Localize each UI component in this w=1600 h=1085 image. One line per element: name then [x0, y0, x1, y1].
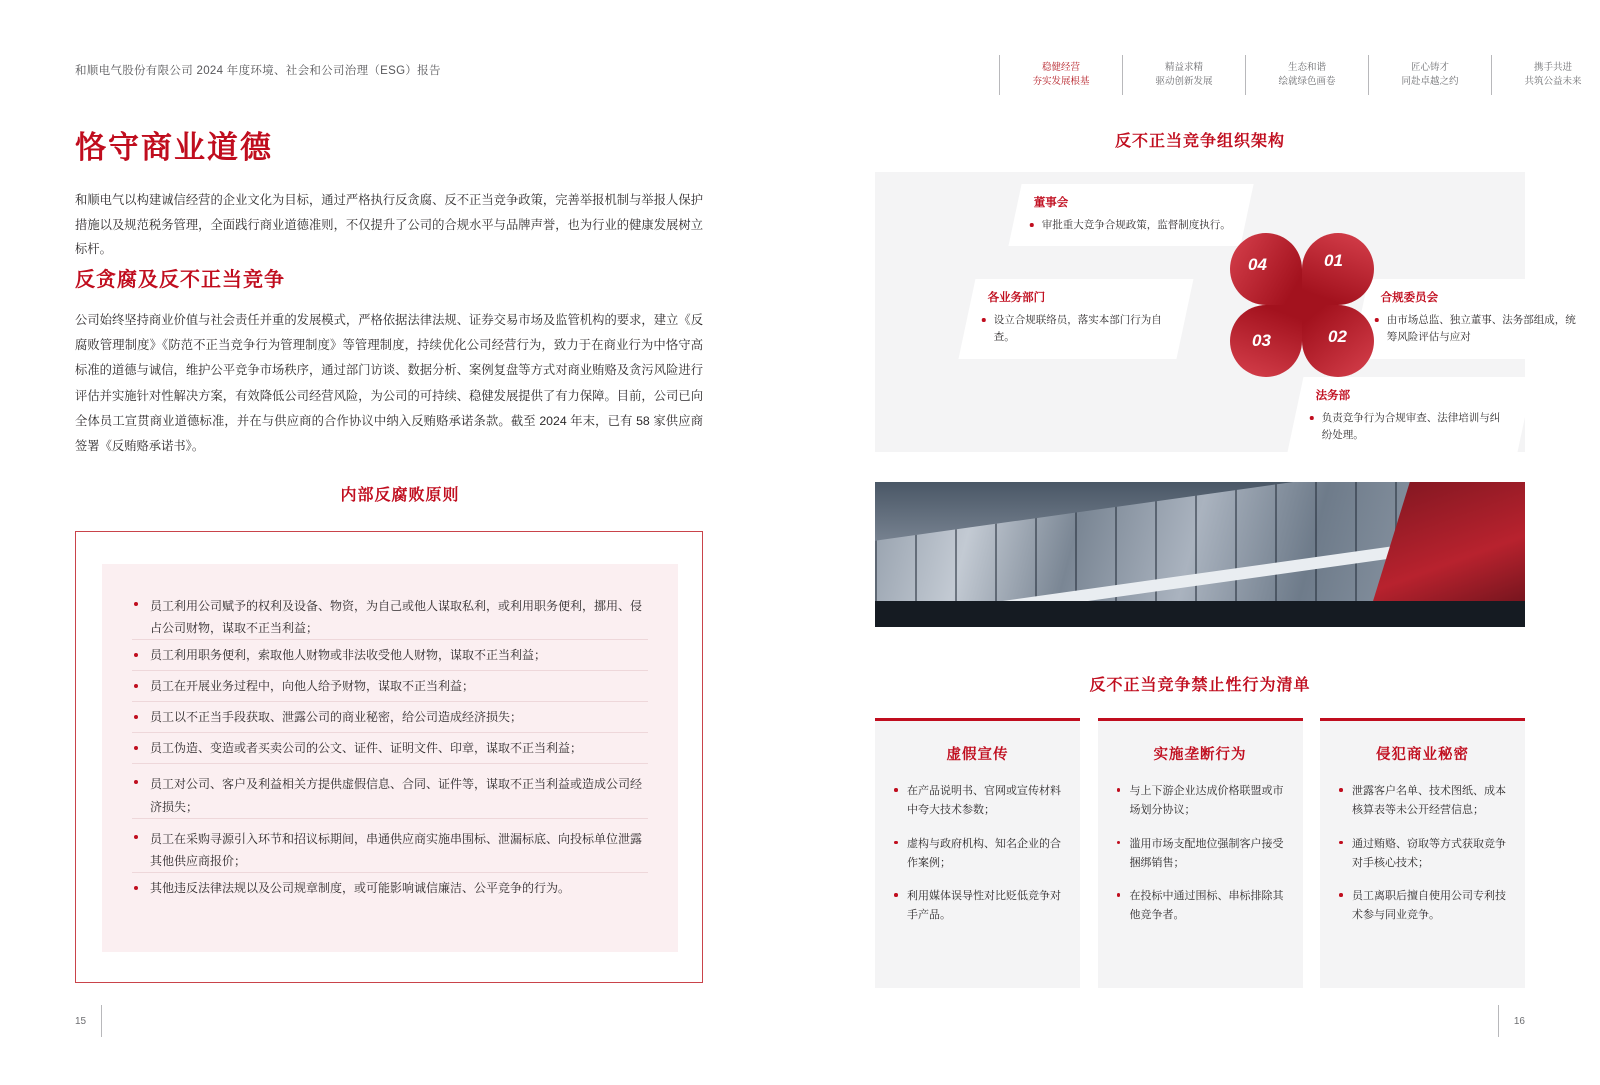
nav-divider — [1122, 55, 1123, 95]
bullet-icon — [134, 835, 138, 839]
bullet-icon — [1339, 893, 1343, 897]
org-card-item-text: 负责竞争行为合规审查、法律培训与纠纷处理。 — [1321, 412, 1501, 442]
card-item — [1116, 782, 1285, 821]
list-item — [132, 733, 648, 764]
petal-number-02: 02 — [1328, 327, 1347, 346]
list-item-text: 员工在采购寻源引入环节和招议标期间，串通供应商实施串围标、泄漏标底、向投标单位泄露其他供应商报价； — [150, 831, 643, 868]
bullet-icon — [894, 893, 898, 897]
list-item-text: 员工在开展业务过程中，向他人给予财物，谋取不正当利益； — [150, 679, 475, 694]
bullet-icon — [134, 780, 138, 784]
nav-item-3[interactable] — [1383, 55, 1477, 95]
list-item-text: 员工以不正当手段获取、泄露公司的商业秘密，给公司造成经济损失； — [150, 710, 523, 725]
nav-item-label-line2: 共筑公益未来 — [1524, 76, 1582, 87]
petal-number-03: 03 — [1252, 331, 1271, 350]
bullet-icon — [134, 715, 138, 719]
list-item — [132, 764, 648, 818]
org-card-title: 合规委员会 — [1380, 292, 1439, 304]
bullet-icon — [1030, 223, 1034, 227]
photo-foreground — [875, 601, 1525, 627]
nav-item-label-line2: 同赴卓越之约 — [1401, 76, 1459, 87]
list-item — [132, 586, 648, 640]
section-nav — [985, 55, 1600, 95]
org-card-compliance — [1352, 279, 1600, 359]
document-running-header: 和顺电气股份有限公司 2024 年度环境、社会和公司治理（ESG）报告 — [75, 65, 441, 77]
card-item-text: 滥用市场支配地位强制客户接受捆绑销售； — [1129, 837, 1284, 869]
nav-divider — [999, 55, 1000, 95]
nav-item-label-line1: 稳健经营 — [1041, 61, 1080, 73]
card-title: 侵犯商业秘密 — [1376, 747, 1469, 763]
card-item — [893, 835, 1062, 874]
list-item — [132, 640, 648, 671]
nav-item-4[interactable] — [1506, 55, 1600, 95]
bullet-icon — [134, 746, 138, 750]
card-item — [1338, 835, 1507, 874]
bullet-icon — [1339, 841, 1343, 845]
list-item-text: 其他违反法律法规以及公司规章制度，或可能影响诚信廉洁、公平竞争的行为。 — [150, 881, 571, 896]
nav-item-2[interactable] — [1260, 55, 1354, 95]
intro-paragraph: 和顺电气以构建诚信经营的企业文化为目标，通过严格执行反贪腐、反不正当竞争政策，完善举报机制与举报人保护措施以及规范税务管理，全面践行商业道德准则，不仅提升了公司的合规水平与品牌声誉，也为行业的健康发展树立标杆。 — [75, 193, 703, 257]
bullet-icon — [134, 653, 138, 657]
list-item — [132, 671, 648, 702]
page-title: 恪守商业道德 — [75, 130, 273, 165]
bullet-icon — [1310, 416, 1314, 420]
org-card-item — [1029, 217, 1231, 234]
bullet-icon — [894, 841, 898, 845]
nav-item-label-line2: 绘就绿色画卷 — [1278, 76, 1336, 87]
org-card-item — [1374, 312, 1579, 347]
card-item-text: 在投标中通过围标、串标排除其他竞争者。 — [1129, 890, 1284, 922]
bullet-icon — [134, 684, 138, 688]
nav-item-label-line2: 驱动创新发展 — [1155, 76, 1213, 87]
org-card-title: 董事会 — [1033, 197, 1069, 209]
principles-title: 内部反腐败原则 — [340, 487, 460, 504]
card-item-text: 在产品说明书、官网或宣传材料中夸大技术参数； — [907, 785, 1061, 817]
footer-divider — [101, 1005, 102, 1037]
list-item-text: 员工对公司、客户及利益相关方提供虚假信息、合同、证件等，谋取不正当利益或造成公司经济损失； — [150, 777, 643, 814]
prohibited-cards — [875, 718, 1525, 988]
prohibited-card-trade-secrets — [1320, 718, 1525, 988]
section-heading-anticorruption: 反贪腐及反不正当竞争 — [75, 269, 285, 291]
card-item — [1116, 887, 1285, 926]
org-card-title: 法务部 — [1315, 390, 1351, 402]
org-card-item — [981, 312, 1169, 347]
org-card-item — [1309, 410, 1509, 445]
prohibited-card-false-advertising — [875, 718, 1080, 988]
nav-item-0[interactable] — [1014, 55, 1108, 95]
org-chart-title: 反不正当竞争组织架构 — [1114, 133, 1285, 150]
building-photo — [875, 482, 1525, 627]
card-title: 实施垄断行为 — [1153, 747, 1247, 763]
org-card-business-departments — [959, 279, 1194, 359]
page-number-left: 15 — [75, 1016, 87, 1027]
list-item-text: 员工伪造、变造或者买卖公司的公文、证件、证明文件、印章，谋取不正当利益； — [150, 741, 583, 756]
section-body-paragraph: 公司始终坚持商业价值与社会责任并重的发展模式，严格依据法律法规、证券交易市场及监管机构的要求，建立《反腐败管理制度》《防范不正当竞争行为管理制度》等管理制度，持续优化公司经营行为，致力于在商业行为中恪守高标准的道德与诚信，维护公平竞争市场秩序，通过部门访谈、数据分析、案例复盘等方式对商业贿赂及贪污风险进行评估并实施针对性解决方案，有效降低公司经营风险，为公司的可持续、稳健发展提供了有力保障。目前，公司已向全体员工宣贯商业道德标准，并在与供应商的合作协议中纳入反贿赂承诺条款。截至 2024 年末，已有 58 家供应商签署《反贿赂承诺书》。 — [75, 313, 703, 454]
nav-divider — [1245, 55, 1246, 95]
card-item-text: 通过贿赂、窃取等方式获取竞争对手核心技术； — [1352, 837, 1506, 869]
bullet-icon — [1117, 893, 1121, 897]
card-item-text: 利用媒体误导性对比贬低竞争对手产品。 — [907, 890, 1061, 922]
list-item-text: 员工利用公司赋予的权利及设备、物资，为自己或他人谋取私利，或利用职务便利，挪用、侵占公司财物，谋取不正当利益； — [150, 599, 643, 636]
principles-frame — [75, 531, 703, 983]
card-item-text: 虚构与政府机构、知名企业的合作案例； — [907, 837, 1061, 869]
org-petal-diagram — [1220, 227, 1380, 387]
nav-item-label-line1: 匠心铸才 — [1410, 61, 1449, 73]
org-card-item-text: 审批重大竞争合规政策，监督制度执行。 — [1041, 219, 1231, 231]
org-card-board — [1008, 184, 1253, 246]
card-item — [1338, 887, 1507, 926]
nav-divider — [1491, 55, 1492, 95]
right-page — [800, 0, 1600, 1085]
nav-item-label-line2: 夯实发展根基 — [1032, 76, 1090, 87]
bullet-icon — [982, 318, 986, 322]
nav-item-label-line1: 生态和谐 — [1287, 61, 1326, 73]
petal-number-01: 01 — [1324, 251, 1343, 270]
nav-item-1[interactable] — [1137, 55, 1231, 95]
org-card-item-text: 设立合规联络员，落实本部门行为自查。 — [993, 314, 1162, 344]
nav-item-label-line1: 携手共进 — [1533, 61, 1572, 73]
org-chart — [875, 172, 1576, 452]
bullet-icon — [1117, 841, 1121, 845]
bullet-icon — [894, 788, 898, 792]
principles-list — [102, 564, 678, 952]
card-item-text: 与上下游企业达成价格联盟或市场划分协议； — [1129, 785, 1284, 817]
page-number-right: 16 — [1513, 1016, 1525, 1027]
petal-number-04: 04 — [1248, 255, 1267, 274]
nav-divider — [1368, 55, 1369, 95]
list-item — [132, 819, 648, 873]
bullet-icon — [134, 886, 138, 890]
card-title: 虚假宣传 — [946, 747, 1009, 763]
bullet-icon — [1117, 788, 1121, 792]
org-card-title: 各业务部门 — [987, 292, 1046, 304]
footer-divider — [1498, 1005, 1499, 1037]
card-item — [893, 887, 1062, 926]
list-item-text: 员工利用职务便利，索取他人财物或非法收受他人财物，谋取不正当利益； — [150, 648, 547, 663]
bullet-icon — [134, 602, 138, 606]
card-item — [1116, 835, 1285, 874]
list-item — [132, 702, 648, 733]
card-item — [893, 782, 1062, 821]
prohibited-card-monopoly — [1098, 718, 1303, 988]
card-item-text: 员工离职后擅自使用公司专利技术参与同业竞争。 — [1352, 890, 1506, 922]
card-item — [1338, 782, 1507, 821]
prohibited-list-title: 反不正当竞争禁止性行为清单 — [1089, 677, 1311, 694]
card-item-text: 泄露客户名单、技术图纸、成本核算表等未公开经营信息； — [1352, 785, 1506, 817]
org-card-item-text: 由市场总监、独立董事、法务部组成，统筹风险评估与应对 — [1386, 314, 1576, 344]
bullet-icon — [1339, 788, 1343, 792]
nav-item-label-line1: 精益求精 — [1164, 61, 1203, 73]
org-card-legal — [1287, 377, 1534, 457]
list-item — [132, 873, 648, 903]
